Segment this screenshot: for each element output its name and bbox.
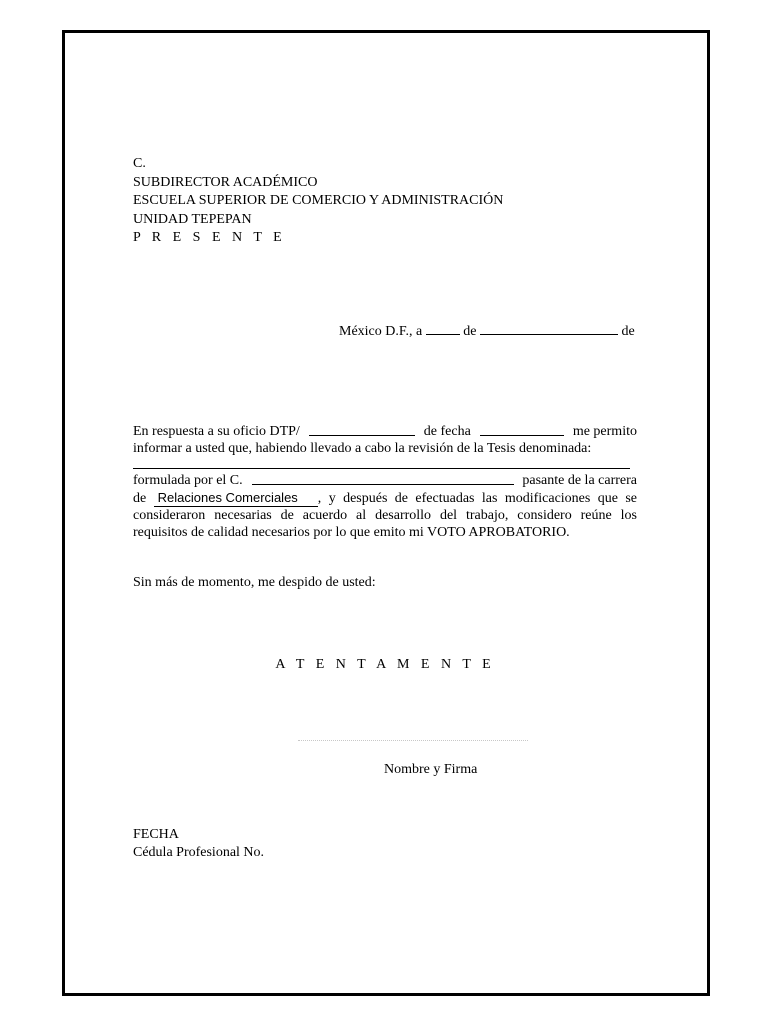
addressee-title: SUBDIRECTOR ACADÉMICO — [133, 174, 318, 190]
p2-text-c: , y después de efectuadas las modificaciones que se consideraron necesarias de acuerdo al desarrollo del trabajo, considero reúne los requisitos de calidad necesarios por lo que emito mi VOTO APROBATORIO. — [133, 491, 638, 540]
addressee-block — [133, 155, 503, 248]
paragraph-2-line-1 — [133, 472, 637, 489]
oficio-blank[interactable] — [309, 423, 415, 436]
addressee-presente: P R E S E N T E — [133, 230, 286, 245]
paragraph-1-line-1 — [133, 423, 637, 440]
p2-text-a: formulada por el C. — [133, 473, 243, 488]
paragraph-1 — [133, 423, 637, 457]
thesis-title-blank[interactable] — [133, 456, 630, 469]
p2-text-b: pasante de la carrera — [522, 473, 637, 488]
signature-label: Nombre y Firma — [384, 762, 478, 777]
p1-text-c: me permito — [572, 424, 637, 439]
fecha-blank[interactable] — [480, 423, 564, 436]
paragraph-2-rest — [133, 489, 637, 541]
signature-line[interactable] — [298, 740, 528, 741]
addressee-unit: UNIDAD TEPEPAN — [133, 211, 252, 227]
p1-text-b: de fecha — [423, 424, 471, 439]
farewell-text: Sin más de momento, me despido de usted: — [133, 575, 376, 590]
date-de-2: de — [621, 324, 635, 339]
footer-cedula: Cédula Profesional No. — [133, 845, 265, 860]
p2-de: de — [133, 491, 147, 506]
month-blank[interactable] — [480, 322, 618, 335]
footer-fecha: FECHA — [133, 827, 179, 842]
date-place: México D.F., a — [339, 324, 423, 339]
student-name-blank[interactable] — [252, 472, 514, 485]
date-de-1: de — [463, 324, 477, 339]
career-field[interactable] — [154, 489, 318, 507]
date-line — [339, 322, 635, 340]
p1-text-a: En respuesta a su oficio DTP/ — [133, 424, 300, 439]
atentamente-label: A T E N T A M E N T E — [275, 657, 495, 672]
career-value: Relaciones Comerciales — [157, 490, 298, 505]
paragraph-2 — [133, 472, 637, 541]
p1-line-2: informar a usted que, habiendo llevado a cabo la revisión de la Tesis denominada: — [133, 441, 592, 456]
addressee-school: ESCUELA SUPERIOR DE COMERCIO Y ADMINISTRACIÓN — [133, 193, 504, 208]
addressee-c: C. — [133, 156, 146, 171]
day-blank[interactable] — [426, 322, 460, 335]
